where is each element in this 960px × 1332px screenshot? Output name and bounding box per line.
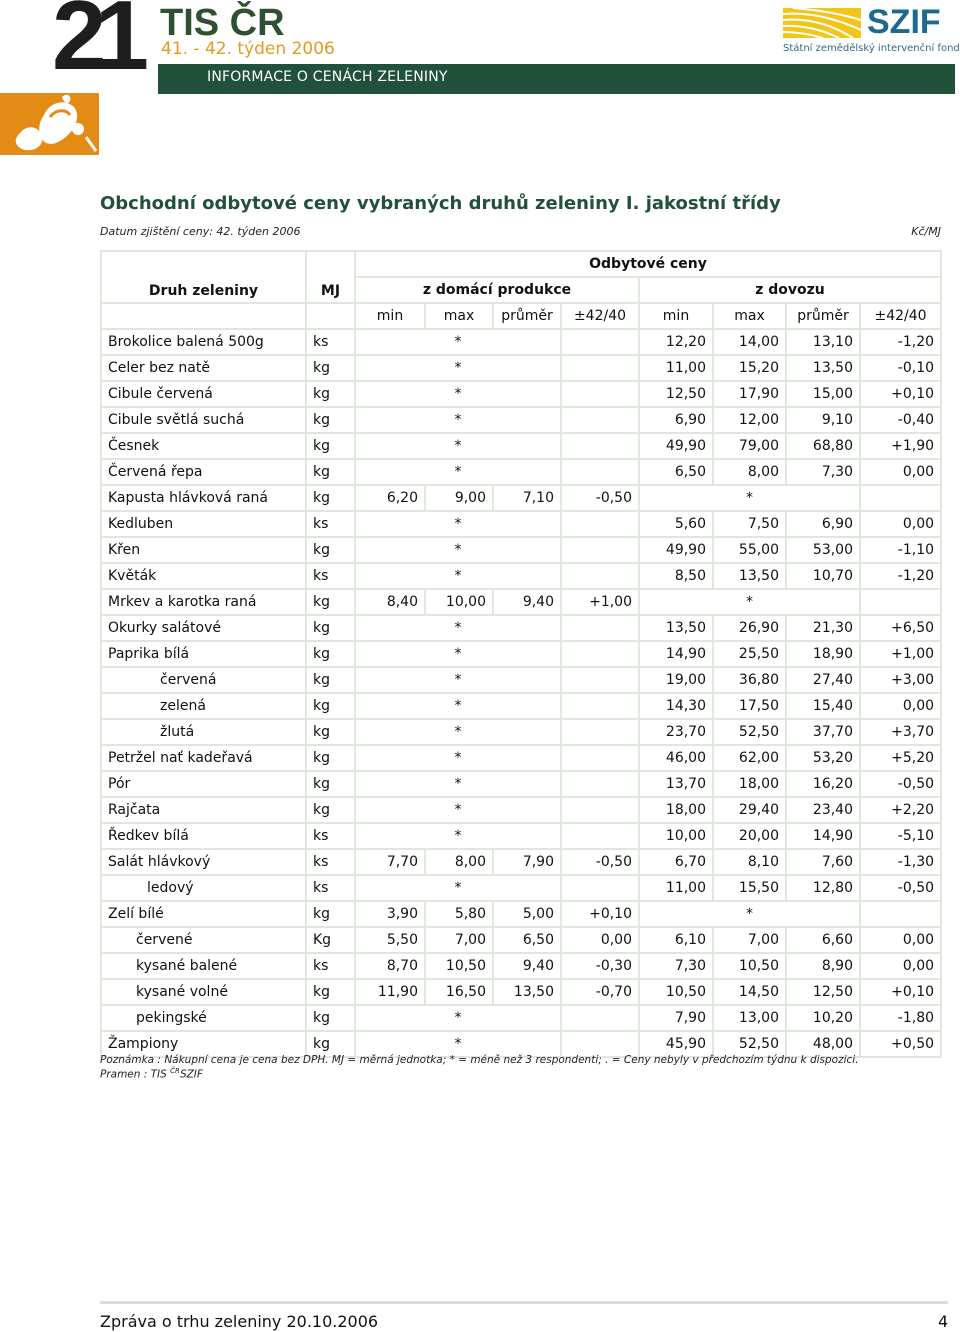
import-change-cell: 0,00 — [860, 693, 941, 719]
domestic-avg-cell: 9,40 — [493, 953, 561, 979]
domestic-empty-cell — [561, 537, 639, 563]
import-min-cell: 19,00 — [639, 667, 713, 693]
domestic-avg-cell: 5,00 — [493, 901, 561, 927]
unit-cell: kg — [306, 667, 355, 693]
unit-cell: kg — [306, 355, 355, 381]
domestic-insufficient-cell: * — [355, 875, 561, 901]
domestic-min-cell: 8,40 — [355, 589, 425, 615]
table-row — [101, 667, 941, 693]
unit-cell: kg — [306, 979, 355, 1005]
import-avg-cell: 53,20 — [786, 745, 860, 771]
import-max-cell: 17,50 — [713, 693, 786, 719]
unit-cell: ks — [306, 511, 355, 537]
import-min-cell: 10,50 — [639, 979, 713, 1005]
domestic-min-cell: 11,90 — [355, 979, 425, 1005]
import-change-cell: -1,10 — [860, 537, 941, 563]
import-avg-cell: 6,60 — [786, 927, 860, 953]
table-body — [101, 329, 941, 1057]
table-row — [101, 459, 941, 485]
header-bar — [158, 64, 955, 94]
import-avg-cell: 23,40 — [786, 797, 860, 823]
import-avg-cell: 37,70 — [786, 719, 860, 745]
unit-cell: kg — [306, 901, 355, 927]
import-min-cell: 14,30 — [639, 693, 713, 719]
domestic-avg-cell: 9,40 — [493, 589, 561, 615]
field-stripes-icon — [783, 8, 861, 38]
vegetable-name: Celer bez natě — [101, 355, 306, 381]
import-min-cell: 46,00 — [639, 745, 713, 771]
import-max-cell: 36,80 — [713, 667, 786, 693]
szif-logo — [783, 3, 960, 55]
table-row — [101, 823, 941, 849]
import-max-cell: 17,90 — [713, 381, 786, 407]
szif-wordmark: SZIF — [867, 3, 941, 41]
import-min-cell: 12,20 — [639, 329, 713, 355]
table-row — [101, 849, 941, 875]
domestic-empty-cell — [561, 693, 639, 719]
import-min-cell: 10,00 — [639, 823, 713, 849]
import-max-cell: 7,00 — [713, 927, 786, 953]
unit-cell: Kg — [306, 927, 355, 953]
table-row — [101, 407, 941, 433]
domestic-max-cell: 5,80 — [425, 901, 493, 927]
table-row — [101, 537, 941, 563]
import-avg-cell: 15,00 — [786, 381, 860, 407]
domestic-insufficient-cell: * — [355, 719, 561, 745]
import-avg-cell: 10,20 — [786, 1005, 860, 1031]
header-subtitle: INFORMACE O CENÁCH ZELENINY — [207, 69, 448, 85]
import-max-cell: 52,50 — [713, 719, 786, 745]
group-header: Odbytové ceny — [355, 251, 941, 277]
domestic-insufficient-cell: * — [355, 355, 561, 381]
table-row — [101, 745, 941, 771]
domestic-empty-cell — [561, 667, 639, 693]
table-row — [101, 875, 941, 901]
import-avg-cell: 12,50 — [786, 979, 860, 1005]
import-change-cell: -0,40 — [860, 407, 941, 433]
domestic-empty-cell — [561, 1005, 639, 1031]
domestic-avg-cell: 6,50 — [493, 927, 561, 953]
import-avg-cell: 6,90 — [786, 511, 860, 537]
import-change-cell: -0,50 — [860, 771, 941, 797]
import-min-cell: 18,00 — [639, 797, 713, 823]
import-avg-cell: 7,30 — [786, 459, 860, 485]
domestic-max-cell: 10,00 — [425, 589, 493, 615]
domestic-min-cell: 6,20 — [355, 485, 425, 511]
import-min-cell: 11,00 — [639, 355, 713, 381]
import-empty-cell — [860, 485, 941, 511]
domestic-insufficient-cell: * — [355, 563, 561, 589]
vegetable-name: Okurky salátové — [101, 615, 306, 641]
import-change-cell: -0,10 — [860, 355, 941, 381]
footer-divider — [100, 1301, 948, 1304]
source-prefix: Pramen : TIS — [100, 1068, 167, 1081]
unit-cell: kg — [306, 1005, 355, 1031]
vegetable-name: Křen — [101, 537, 306, 563]
header-row-group — [101, 251, 941, 277]
domestic-insufficient-cell: * — [355, 1031, 561, 1057]
table-row — [101, 563, 941, 589]
unit-cell: kg — [306, 433, 355, 459]
table-row — [101, 615, 941, 641]
import-max-cell: 7,50 — [713, 511, 786, 537]
domestic-min-cell: 8,70 — [355, 953, 425, 979]
unit-cell: ks — [306, 823, 355, 849]
domestic-empty-cell — [561, 563, 639, 589]
table-row — [101, 797, 941, 823]
import-avg-cell: 8,90 — [786, 953, 860, 979]
domestic-change-cell: -0,50 — [561, 485, 639, 511]
table-row — [101, 381, 941, 407]
import-max-cell: 8,00 — [713, 459, 786, 485]
domestic-max-cell: 16,50 — [425, 979, 493, 1005]
vegetable-name: zelená — [101, 693, 306, 719]
import-max-cell: 14,00 — [713, 329, 786, 355]
vegetable-name: ledový — [101, 875, 306, 901]
sub-header: max — [713, 303, 786, 329]
import-avg-cell: 12,80 — [786, 875, 860, 901]
table-row — [101, 485, 941, 511]
unit-cell: kg — [306, 771, 355, 797]
domestic-empty-cell — [561, 407, 639, 433]
domestic-empty-cell — [561, 511, 639, 537]
domestic-header: z domácí produkce — [355, 277, 639, 303]
price-unit: Kč/MJ — [911, 225, 941, 238]
import-min-cell: 23,70 — [639, 719, 713, 745]
unit-cell: ks — [306, 329, 355, 355]
import-min-cell: 5,60 — [639, 511, 713, 537]
domestic-max-cell: 10,50 — [425, 953, 493, 979]
domestic-insufficient-cell: * — [355, 771, 561, 797]
unit-cell: kg — [306, 1031, 355, 1057]
vegetable-name: červená — [101, 667, 306, 693]
survey-date: Datum zjištění ceny: 42. týden 2006 — [100, 225, 301, 238]
import-change-cell: -1,20 — [860, 329, 941, 355]
vegetable-name: Cibule světlá suchá — [101, 407, 306, 433]
import-avg-cell: 10,70 — [786, 563, 860, 589]
import-change-cell: 0,00 — [860, 511, 941, 537]
domestic-empty-cell — [561, 797, 639, 823]
import-change-cell: +3,00 — [860, 667, 941, 693]
unit-cell: kg — [306, 745, 355, 771]
import-empty-cell — [860, 901, 941, 927]
import-max-cell: 79,00 — [713, 433, 786, 459]
import-max-cell: 12,00 — [713, 407, 786, 433]
import-max-cell: 52,50 — [713, 1031, 786, 1057]
domestic-insufficient-cell: * — [355, 745, 561, 771]
import-avg-cell: 7,60 — [786, 849, 860, 875]
domestic-insufficient-cell: * — [355, 381, 561, 407]
domestic-change-cell: -0,30 — [561, 953, 639, 979]
import-change-cell: 0,00 — [860, 459, 941, 485]
domestic-min-cell: 5,50 — [355, 927, 425, 953]
domestic-insufficient-cell: * — [355, 693, 561, 719]
import-max-cell: 29,40 — [713, 797, 786, 823]
table-row — [101, 901, 941, 927]
sub-header: min — [639, 303, 713, 329]
vegetable-logo — [0, 93, 99, 155]
import-avg-cell: 53,00 — [786, 537, 860, 563]
source-suffix: SZIF — [179, 1068, 203, 1081]
unit-cell: ks — [306, 953, 355, 979]
table-row — [101, 719, 941, 745]
table-row — [101, 771, 941, 797]
unit-cell: kg — [306, 719, 355, 745]
domestic-insufficient-cell: * — [355, 459, 561, 485]
domestic-empty-cell — [561, 719, 639, 745]
import-empty-cell — [860, 589, 941, 615]
vegetable-name: pekingské — [101, 1005, 306, 1031]
col-name-header: Druh zeleniny — [101, 251, 306, 303]
header-row-sub — [101, 303, 941, 329]
vegetable-name: kysané volné — [101, 979, 306, 1005]
vegetable-name: Brokolice balená 500g — [101, 329, 306, 355]
unit-cell: kg — [306, 615, 355, 641]
vegetable-name: Pór — [101, 771, 306, 797]
unit-cell: kg — [306, 407, 355, 433]
domestic-empty-cell — [561, 433, 639, 459]
import-max-cell: 13,00 — [713, 1005, 786, 1031]
import-change-cell: 0,00 — [860, 927, 941, 953]
import-min-cell: 6,70 — [639, 849, 713, 875]
sub-header: ±42/40 — [561, 303, 639, 329]
unit-cell: ks — [306, 875, 355, 901]
domestic-insufficient-cell: * — [355, 407, 561, 433]
import-header: z dovozu — [639, 277, 941, 303]
import-avg-cell: 21,30 — [786, 615, 860, 641]
domestic-min-cell: 3,90 — [355, 901, 425, 927]
import-change-cell: +2,20 — [860, 797, 941, 823]
vegetable-name: kysané balené — [101, 953, 306, 979]
domestic-empty-cell — [561, 745, 639, 771]
unit-cell: kg — [306, 797, 355, 823]
domestic-empty-cell — [561, 459, 639, 485]
import-change-cell: +0,10 — [860, 979, 941, 1005]
domestic-change-cell: -0,70 — [561, 979, 639, 1005]
import-min-cell: 13,70 — [639, 771, 713, 797]
vegetable-name: Květák — [101, 563, 306, 589]
import-max-cell: 15,20 — [713, 355, 786, 381]
vegetable-name: Kapusta hlávková raná — [101, 485, 306, 511]
domestic-insufficient-cell: * — [355, 1005, 561, 1031]
import-min-cell: 6,10 — [639, 927, 713, 953]
table-row — [101, 953, 941, 979]
import-min-cell: 7,90 — [639, 1005, 713, 1031]
import-change-cell: -1,30 — [860, 849, 941, 875]
domestic-empty-cell — [561, 381, 639, 407]
import-change-cell: +5,20 — [860, 745, 941, 771]
import-max-cell: 25,50 — [713, 641, 786, 667]
pepper-icon — [0, 93, 99, 155]
import-change-cell: +0,10 — [860, 381, 941, 407]
import-max-cell: 55,00 — [713, 537, 786, 563]
import-min-cell: 8,50 — [639, 563, 713, 589]
source-line — [100, 1067, 203, 1081]
vegetable-name: Ředkev bílá — [101, 823, 306, 849]
import-change-cell: -5,10 — [860, 823, 941, 849]
import-max-cell: 15,50 — [713, 875, 786, 901]
domestic-change-cell: -0,50 — [561, 849, 639, 875]
import-change-cell: -1,80 — [860, 1005, 941, 1031]
domestic-insufficient-cell: * — [355, 641, 561, 667]
import-avg-cell: 48,00 — [786, 1031, 860, 1057]
vegetable-name: Rajčata — [101, 797, 306, 823]
table-row — [101, 641, 941, 667]
import-min-cell: 13,50 — [639, 615, 713, 641]
domestic-empty-cell — [561, 771, 639, 797]
domestic-insufficient-cell: * — [355, 329, 561, 355]
domestic-insufficient-cell: * — [355, 823, 561, 849]
table-row — [101, 1005, 941, 1031]
sub-header: min — [355, 303, 425, 329]
import-change-cell: +0,50 — [860, 1031, 941, 1057]
domestic-avg-cell: 7,10 — [493, 485, 561, 511]
import-avg-cell: 16,20 — [786, 771, 860, 797]
domestic-insufficient-cell: * — [355, 511, 561, 537]
table-row — [101, 433, 941, 459]
import-min-cell: 11,00 — [639, 875, 713, 901]
import-avg-cell: 15,40 — [786, 693, 860, 719]
import-min-cell: 14,90 — [639, 641, 713, 667]
import-min-cell: 49,90 — [639, 433, 713, 459]
domestic-insufficient-cell: * — [355, 537, 561, 563]
domestic-avg-cell: 13,50 — [493, 979, 561, 1005]
domestic-insufficient-cell: * — [355, 797, 561, 823]
domestic-max-cell: 7,00 — [425, 927, 493, 953]
domestic-empty-cell — [561, 329, 639, 355]
issue-number: 21 — [52, 0, 138, 90]
page-number: 4 — [938, 1312, 949, 1331]
vegetable-name: Cibule červená — [101, 381, 306, 407]
domestic-change-cell: +0,10 — [561, 901, 639, 927]
table-row — [101, 693, 941, 719]
import-min-cell: 7,30 — [639, 953, 713, 979]
vegetable-name: Červená řepa — [101, 459, 306, 485]
table-row — [101, 329, 941, 355]
domestic-empty-cell — [561, 875, 639, 901]
unit-cell: kg — [306, 381, 355, 407]
import-insufficient-cell: * — [639, 901, 860, 927]
domestic-empty-cell — [561, 823, 639, 849]
import-max-cell: 26,90 — [713, 615, 786, 641]
import-min-cell: 12,50 — [639, 381, 713, 407]
import-change-cell: -0,50 — [860, 875, 941, 901]
domestic-max-cell: 9,00 — [425, 485, 493, 511]
domestic-change-cell: +1,00 — [561, 589, 639, 615]
brand-title: TIS ČR — [160, 2, 285, 44]
import-avg-cell: 9,10 — [786, 407, 860, 433]
import-avg-cell: 14,90 — [786, 823, 860, 849]
import-avg-cell: 13,10 — [786, 329, 860, 355]
import-min-cell: 6,50 — [639, 459, 713, 485]
week-range: 41. - 42. týden 2006 — [161, 39, 335, 59]
import-max-cell: 13,50 — [713, 563, 786, 589]
price-table — [100, 250, 942, 1058]
table-row — [101, 927, 941, 953]
domestic-insufficient-cell: * — [355, 667, 561, 693]
import-avg-cell: 18,90 — [786, 641, 860, 667]
import-change-cell: 0,00 — [860, 953, 941, 979]
import-max-cell: 8,10 — [713, 849, 786, 875]
import-insufficient-cell: * — [639, 589, 860, 615]
sub-header: ±42/40 — [860, 303, 941, 329]
unit-cell: kg — [306, 589, 355, 615]
import-avg-cell: 13,50 — [786, 355, 860, 381]
import-min-cell: 45,90 — [639, 1031, 713, 1057]
import-insufficient-cell: * — [639, 485, 860, 511]
domestic-empty-cell — [561, 615, 639, 641]
vegetable-name: Žampiony — [101, 1031, 306, 1057]
vegetable-name: Mrkev a karotka raná — [101, 589, 306, 615]
vegetable-name: Paprika bílá — [101, 641, 306, 667]
sub-header: průměr — [786, 303, 860, 329]
empty-header-cell — [101, 303, 306, 329]
domestic-avg-cell: 7,90 — [493, 849, 561, 875]
vegetable-name: Česnek — [101, 433, 306, 459]
unit-cell: kg — [306, 485, 355, 511]
sub-header: max — [425, 303, 493, 329]
unit-cell: kg — [306, 537, 355, 563]
import-avg-cell: 68,80 — [786, 433, 860, 459]
col-mj-header: MJ — [306, 251, 355, 303]
table-row — [101, 589, 941, 615]
domestic-insufficient-cell: * — [355, 433, 561, 459]
import-avg-cell: 27,40 — [786, 667, 860, 693]
domestic-empty-cell — [561, 641, 639, 667]
import-max-cell: 18,00 — [713, 771, 786, 797]
unit-cell: kg — [306, 641, 355, 667]
import-change-cell: +6,50 — [860, 615, 941, 641]
empty-header-cell — [306, 303, 355, 329]
import-min-cell: 6,90 — [639, 407, 713, 433]
vegetable-name: Zelí bílé — [101, 901, 306, 927]
table-note: Poznámka : Nákupní cena je cena bez DPH. MJ = měrná jednotka; * = méně než 3 respondenti; . = Ceny nebyly v předchozím týdnu k dispozici. — [100, 1054, 859, 1066]
source-sup: ČR — [170, 1067, 180, 1075]
import-min-cell: 49,90 — [639, 537, 713, 563]
footer-report-title: Zpráva o trhu zeleniny 20.10.2006 — [100, 1312, 379, 1331]
vegetable-name: Salát hlávkový — [101, 849, 306, 875]
import-change-cell: +1,90 — [860, 433, 941, 459]
unit-cell: kg — [306, 693, 355, 719]
domestic-min-cell: 7,70 — [355, 849, 425, 875]
vegetable-name: červené — [101, 927, 306, 953]
import-max-cell: 14,50 — [713, 979, 786, 1005]
unit-cell: ks — [306, 849, 355, 875]
import-max-cell: 62,00 — [713, 745, 786, 771]
vegetable-name: Petržel nať kadeřavá — [101, 745, 306, 771]
import-max-cell: 20,00 — [713, 823, 786, 849]
vegetable-name: žlutá — [101, 719, 306, 745]
table-row — [101, 355, 941, 381]
import-max-cell: 10,50 — [713, 953, 786, 979]
domestic-change-cell: 0,00 — [561, 927, 639, 953]
unit-cell: ks — [306, 563, 355, 589]
table-row — [101, 511, 941, 537]
szif-fullname: Státní zemědělský intervenční fond — [783, 43, 960, 54]
table-row — [101, 979, 941, 1005]
page-title: Obchodní odbytové ceny vybraných druhů zeleniny I. jakostní třídy — [100, 193, 781, 214]
domestic-empty-cell — [561, 355, 639, 381]
unit-cell: kg — [306, 459, 355, 485]
domestic-insufficient-cell: * — [355, 615, 561, 641]
import-change-cell: +1,00 — [860, 641, 941, 667]
vegetable-name: Kedluben — [101, 511, 306, 537]
import-change-cell: +3,70 — [860, 719, 941, 745]
domestic-max-cell: 8,00 — [425, 849, 493, 875]
import-change-cell: -1,20 — [860, 563, 941, 589]
sub-header: průměr — [493, 303, 561, 329]
